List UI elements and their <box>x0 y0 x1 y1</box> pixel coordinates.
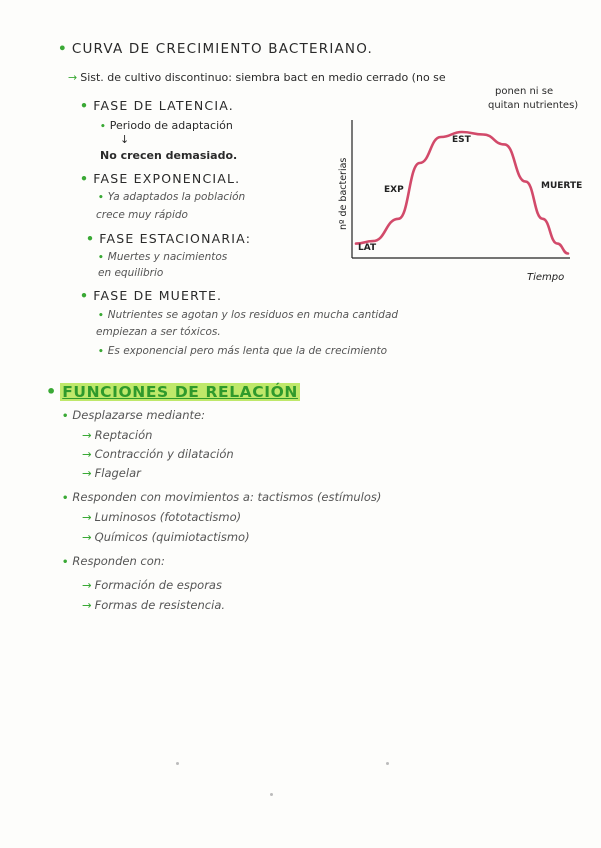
bullet-icon: • <box>62 493 69 504</box>
sistema-line <box>68 72 446 83</box>
sistema-line3: quitan nutrientes) <box>488 100 579 111</box>
bullet-icon: • <box>98 193 104 203</box>
bullet-icon: • <box>98 253 104 263</box>
fase-point: No crecen demasiado. <box>100 149 238 162</box>
bullet-icon: • <box>62 557 69 568</box>
bullet-icon: • <box>98 311 104 321</box>
fase-arrow-down: ↓ <box>120 133 130 146</box>
group-item <box>82 468 141 480</box>
fase-point <box>100 120 233 132</box>
fase-exponencial-title <box>80 173 240 186</box>
phase-label-est: EST <box>452 135 471 145</box>
x-axis-label: Tiempo <box>527 272 565 283</box>
arrow-icon: → <box>82 466 92 480</box>
item-text: Luminosos (fototactismo) <box>94 510 242 524</box>
item-text: Flagelar <box>94 466 141 480</box>
fase-point: en equilibrio <box>98 267 164 279</box>
scan-dot <box>386 762 389 765</box>
bullet-icon: • <box>86 231 96 246</box>
point-text: Periodo de adaptación <box>109 119 233 132</box>
fase-name: FASE DE MUERTE. <box>93 288 223 303</box>
fase-name: FASE EXPONENCIAL. <box>93 171 241 186</box>
phase-label-exp: EXP <box>384 185 404 195</box>
item-text: Contracción y dilatación <box>94 447 234 461</box>
item-text: Formación de esporas <box>94 578 222 592</box>
title-text: CURVA DE CRECIMIENTO BACTERIANO. <box>71 41 373 57</box>
group-item <box>82 449 234 461</box>
group-item <box>82 580 222 592</box>
bullet-icon: • <box>80 171 90 186</box>
point-text: Ya adaptados la población <box>107 191 246 203</box>
fase-point: crece muy rápido <box>96 209 188 221</box>
phase-label-muerte: MUERTE <box>541 181 583 191</box>
fase-name: FASE DE LATENCIA. <box>93 98 234 113</box>
growth-curve-chart <box>330 110 600 290</box>
bullet-icon: • <box>58 41 68 57</box>
point-text: Muertes y nacimientos <box>107 251 228 263</box>
section-title <box>58 43 373 57</box>
fase-muerte-title <box>80 290 222 303</box>
point-text: Es exponencial pero más lenta que la de crecimiento <box>107 345 388 357</box>
funciones-title-text: FUNCIONES DE RELACIÓN <box>62 383 298 401</box>
fase-point <box>98 192 245 203</box>
fase-point: empiezan a ser tóxicos. <box>96 326 221 338</box>
fase-name: FASE ESTACIONARIA: <box>99 231 252 246</box>
bullet-icon: • <box>100 122 106 132</box>
scan-dot <box>270 793 273 796</box>
group-item <box>82 512 241 524</box>
fase-point <box>98 310 398 321</box>
group-head-text: Responden con movimientos a: tactismos (estímulos) <box>72 490 382 504</box>
arrow-icon: → <box>68 71 78 84</box>
bullet-icon: • <box>80 98 90 113</box>
arrow-icon: → <box>82 530 92 544</box>
group-item <box>82 430 152 442</box>
bullet-icon: • <box>80 288 90 303</box>
fase-estacionaria-title <box>86 233 251 246</box>
fase-point <box>98 346 387 357</box>
group-head <box>62 492 381 504</box>
bullet-icon: • <box>98 347 104 357</box>
item-text: Químicos (quimiotactismo) <box>94 530 250 544</box>
fase-latencia-title <box>80 100 234 113</box>
sistema-text: Sist. de cultivo discontinuo: siembra bact en medio cerrado (no se <box>80 71 446 84</box>
bullet-icon: • <box>62 411 69 422</box>
arrow-icon: → <box>82 447 92 461</box>
item-text: Reptación <box>94 428 153 442</box>
arrow-icon: → <box>82 510 92 524</box>
sistema-line2: ponen ni se <box>495 86 554 97</box>
group-head <box>62 556 165 568</box>
group-item <box>82 600 225 612</box>
y-axis-label: nº de bacterias <box>338 157 349 230</box>
bullet-icon: • <box>46 382 57 401</box>
scan-dot <box>176 762 179 765</box>
point-text: Nutrientes se agotan y los residuos en mucha cantidad <box>107 309 399 321</box>
arrow-icon: → <box>82 598 92 612</box>
fase-point <box>98 252 227 263</box>
group-head-text: Desplazarse mediante: <box>72 408 205 422</box>
group-head-text: Responden con: <box>72 554 165 568</box>
phase-label-lat: LAT <box>358 243 377 253</box>
item-text: Formas de resistencia. <box>94 598 226 612</box>
arrow-icon: → <box>82 578 92 592</box>
funciones-title <box>46 384 300 401</box>
group-item <box>82 532 250 544</box>
group-head <box>62 410 205 422</box>
arrow-icon: → <box>82 428 92 442</box>
